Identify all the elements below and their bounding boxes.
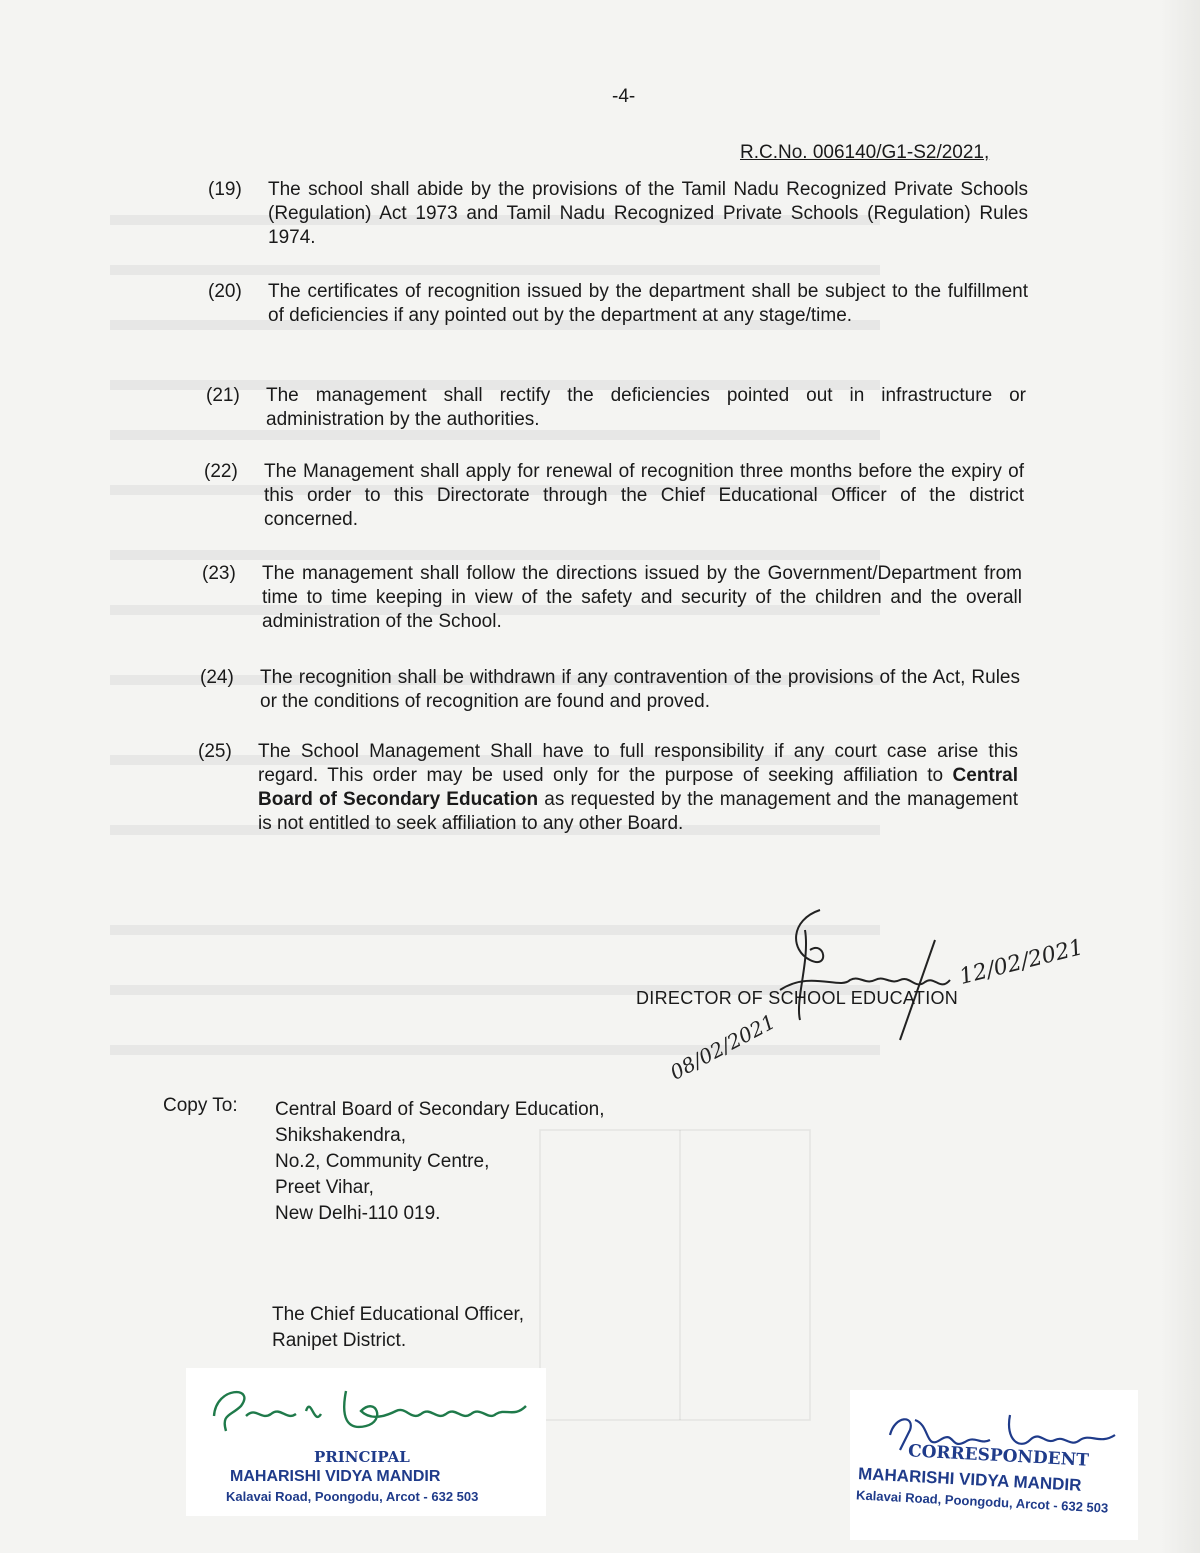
clause-text: The management shall rectify the deficiencies pointed out in infrastructure or administration by the authorities. <box>266 385 1026 430</box>
address-line: Ranipet District. <box>272 1330 407 1351</box>
clause-text: The Management shall apply for renewal of recognition three months before the expiry of this order to this Directorate through the Chief Educational Officer of the district concerned. <box>264 461 1024 530</box>
clause-text: The recognition shall be withdrawn if any contravention of the provisions of the Act, Rules or the conditions of recognition are found and proved. <box>260 667 1020 712</box>
principal-school: MAHARISHI VIDYA MANDIR <box>230 1468 441 1485</box>
cbse-name: Central Board of Secondary Education <box>258 765 1018 810</box>
copy-to-label: Copy To: <box>163 1095 238 1116</box>
clause-text-part: The School Management Shall have to full responsibility if any court case arise this regard. This order may be used only for the purpose of seeking affiliation to <box>258 741 1018 786</box>
address-line: New Delhi-110 019. <box>275 1203 441 1224</box>
clause-text <box>258 740 1018 836</box>
reference-number: R.C.No. 006140/G1-S2/2021, <box>740 142 990 163</box>
clause-number: (25) <box>198 741 232 762</box>
signature-date: 12/02/2021 <box>956 935 1086 990</box>
clause-text-part: as requested by the management and the management is not entitled to seek affiliation to any other Board. <box>258 789 1019 834</box>
copy-address-ceo <box>272 1302 524 1354</box>
copy-address-cbse <box>275 1097 605 1227</box>
page-number: -4- <box>612 86 636 107</box>
address-line: Preet Vihar, <box>275 1177 374 1198</box>
director-signature <box>750 880 1070 1080</box>
clause-number: (20) <box>208 281 242 302</box>
address-line: No.2, Community Centre, <box>275 1151 490 1172</box>
address-line: The Chief Educational Officer, <box>272 1304 525 1325</box>
signatory-title: DIRECTOR OF SCHOOL EDUCATION <box>636 988 959 1008</box>
correspondent-school: MAHARISHI VIDYA MANDIR <box>857 1464 1082 1495</box>
clause-number: (19) <box>208 179 242 200</box>
clause-number: (23) <box>202 563 236 584</box>
correspondent-stamp <box>850 1390 1138 1540</box>
principal-address: Kalavai Road, Poongodu, Arcot - 632 503 <box>226 1489 479 1504</box>
clause-number: (22) <box>204 461 238 482</box>
address-line: Shikshakendra, <box>275 1125 406 1146</box>
clause-text: The management shall follow the directions issued by the Government/Department from time to time keeping in view of the safety and security of the children and the overall administration of the School. <box>262 563 1022 632</box>
clause-text: The school shall abide by the provisions of the Tamil Nadu Recognized Private Schools (Regulation) Act 1973 and Tamil Nadu Recognized Private Schools (Regulation) Rules 1974. <box>268 179 1028 248</box>
initial-date: 08/02/2021 <box>666 1009 780 1085</box>
clause-text: The certificates of recognition issued by the department shall be subject to the fulfillment of deficiencies if any pointed out by the department at any stage/time. <box>268 281 1028 326</box>
principal-stamp <box>186 1368 546 1516</box>
correspondent-title: CORRESPONDENT <box>907 1441 1090 1471</box>
principal-signature <box>196 1376 536 1446</box>
clause-number: (24) <box>200 667 234 688</box>
clause-number: (21) <box>206 385 240 406</box>
correspondent-address: Kalavai Road, Poongodu, Arcot - 632 503 <box>855 1487 1109 1516</box>
address-line: Central Board of Secondary Education, <box>275 1099 605 1120</box>
principal-title: PRINCIPAL <box>314 1448 410 1466</box>
